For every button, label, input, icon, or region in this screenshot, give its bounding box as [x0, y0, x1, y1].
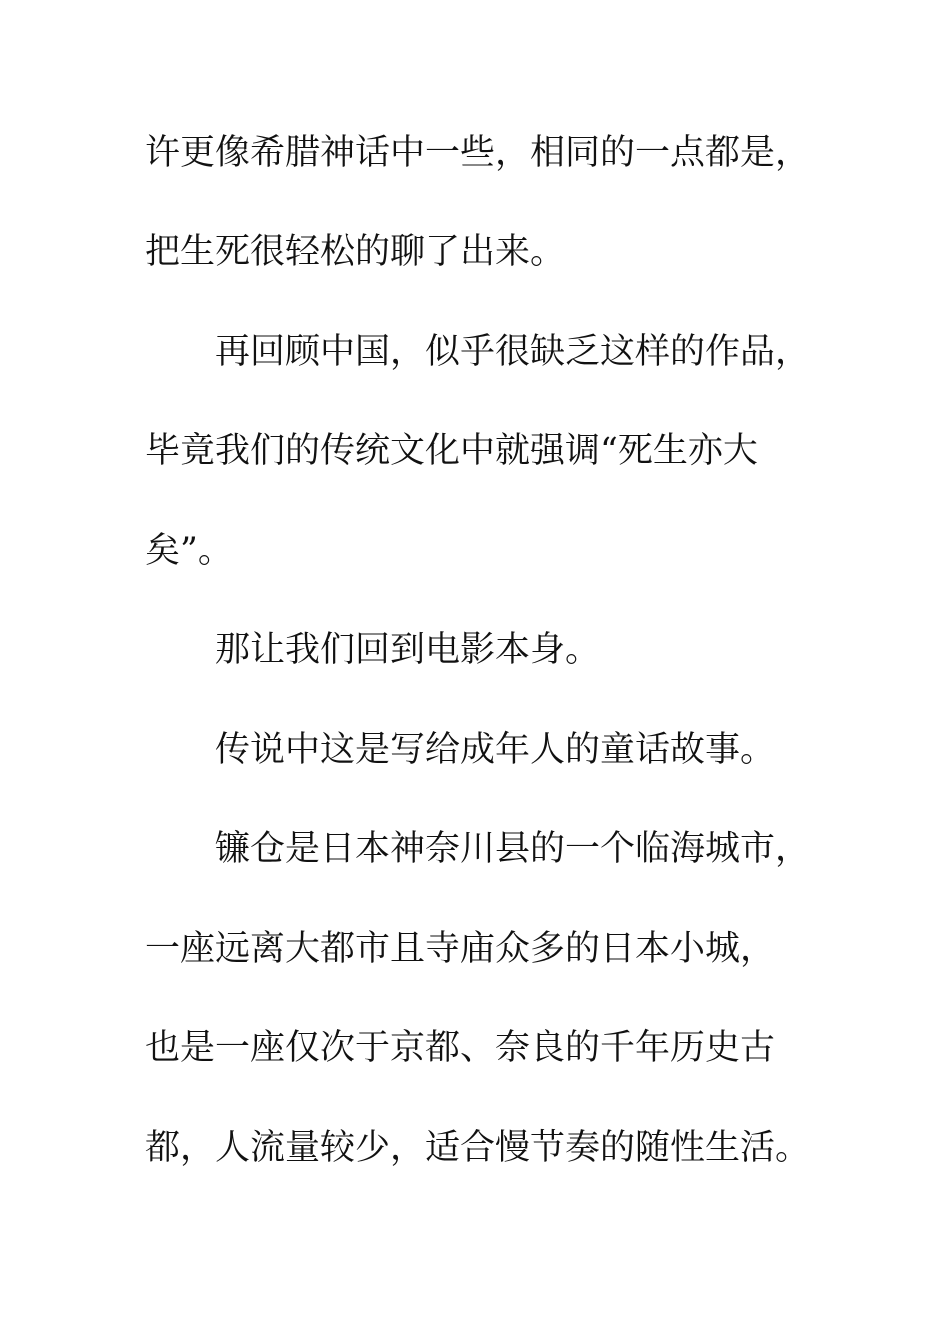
- text-line: 都，人流量较少，适合慢节奏的随性生活。: [145, 1128, 811, 1168]
- paragraph-start-line: 再回顾中国，似乎很缺乏这样的作品，: [215, 332, 811, 372]
- paragraph-start-line: 那让我们回到电影本身。: [215, 630, 601, 670]
- text-line: 一座远离大都市且寺庙众多的日本小城，: [145, 929, 776, 969]
- text-line: 也是一座仅次于京都、奈良的千年历史古: [145, 1028, 776, 1068]
- text-line: 把生死很轻松的聊了出来。: [145, 232, 566, 272]
- text-line: 许更像希腊神话中一些，相同的一点都是，: [145, 133, 811, 173]
- text-line: 毕竟我们的传统文化中就强调“死生亦大: [145, 431, 758, 471]
- text-line: 矣”。: [145, 531, 233, 571]
- paragraph-start-line: 镰仓是日本神奈川县的一个临海城市，: [215, 829, 811, 869]
- paragraph-start-line: 传说中这是写给成年人的童话故事。: [215, 730, 776, 770]
